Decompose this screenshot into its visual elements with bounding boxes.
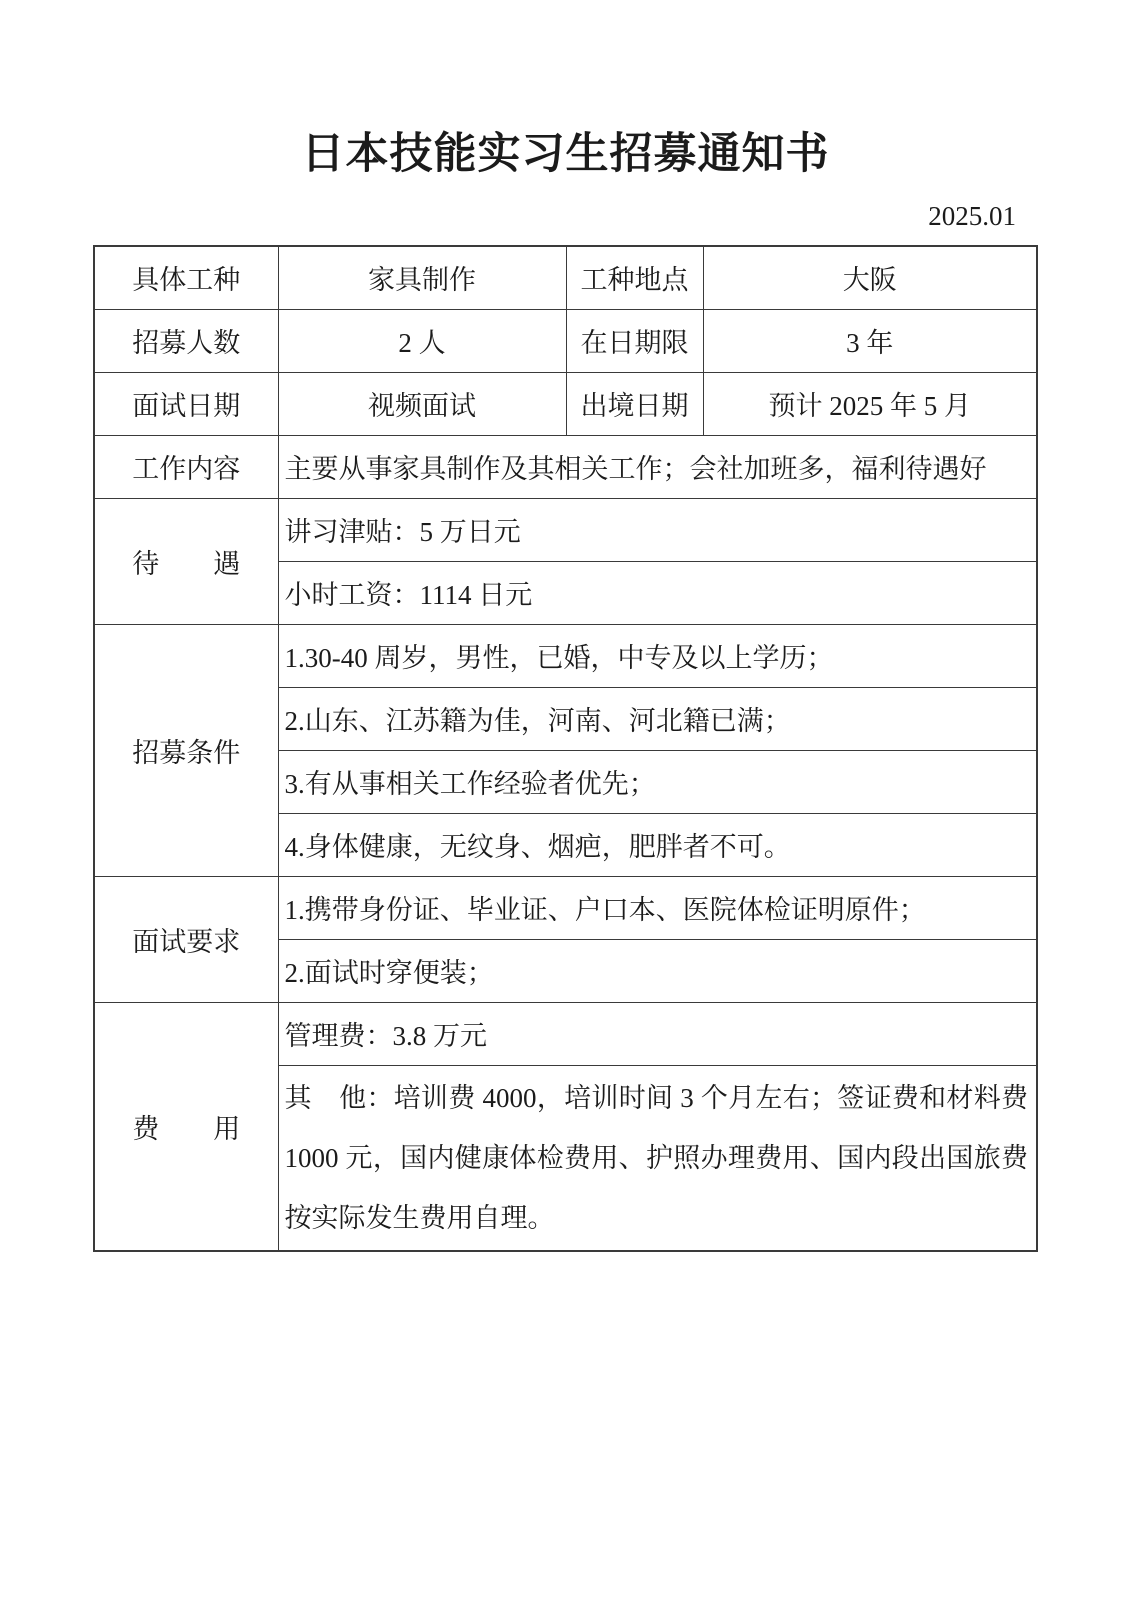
field-value-cell: 家具制作	[278, 246, 566, 309]
field-value-cell: 2 人	[278, 309, 566, 372]
field-value-cell: 预计 2025 年 5 月	[703, 372, 1037, 435]
section-content-cell: 讲习津贴：5 万日元	[278, 498, 1037, 561]
field-label-cell: 出境日期	[566, 372, 703, 435]
table-row-headcount	[94, 309, 1037, 372]
recruitment-info-table	[93, 245, 1038, 1252]
field-label-cell: 工种地点	[566, 246, 703, 309]
section-content-cell: 其 他：培训费 4000，培训时间 3 个月左右；签证费和材料费 1000 元，国内健康体检费用、护照办理费用、国内段出国旅费按实际发生费用自理。	[278, 1065, 1037, 1251]
section-content-cell: 1.30-40 周岁，男性，已婚，中专及以上学历；	[278, 624, 1037, 687]
document-title: 日本技能实习生招募通知书	[301, 131, 830, 178]
section-content-cell: 3.有从事相关工作经验者优先；	[278, 750, 1037, 813]
section-content-cell: 管理费：3.8 万元	[278, 1002, 1037, 1065]
section-label-cell: 面试要求	[94, 876, 278, 1002]
table-row-benefits	[94, 498, 1037, 561]
field-value-cell: 3 年	[703, 309, 1037, 372]
table-row-interview-date	[94, 372, 1037, 435]
table-row-requirements	[94, 624, 1037, 687]
field-value-cell: 视频面试	[278, 372, 566, 435]
section-label-cell: 费 用	[94, 1002, 278, 1251]
section-content-cell: 4.身体健康，无纹身、烟疤，肥胖者不可。	[278, 813, 1037, 876]
section-label-cell: 待 遇	[94, 498, 278, 624]
field-label-cell: 具体工种	[94, 246, 278, 309]
field-label-cell: 招募人数	[94, 309, 278, 372]
document-date: 2025.01	[928, 201, 1016, 231]
field-value-cell: 大阪	[703, 246, 1037, 309]
table-row-fees	[94, 1002, 1037, 1065]
section-label-cell: 招募条件	[94, 624, 278, 876]
section-content-cell: 小时工资：1114 日元	[278, 561, 1037, 624]
section-content-cell: 1.携带身份证、毕业证、户口本、医院体检证明原件；	[278, 876, 1037, 939]
table-row-job-type	[94, 246, 1037, 309]
table-row-interview-requirements	[94, 876, 1037, 939]
field-label-cell: 面试日期	[94, 372, 278, 435]
field-label-cell: 在日期限	[566, 309, 703, 372]
section-content-cell: 2.山东、江苏籍为佳，河南、河北籍已满；	[278, 687, 1037, 750]
section-content-cell: 主要从事家具制作及其相关工作；会社加班多，福利待遇好	[278, 435, 1037, 498]
section-content-cell: 2.面试时穿便装；	[278, 939, 1037, 1002]
table-row-work-content	[94, 435, 1037, 498]
section-label-cell: 工作内容	[94, 435, 278, 498]
